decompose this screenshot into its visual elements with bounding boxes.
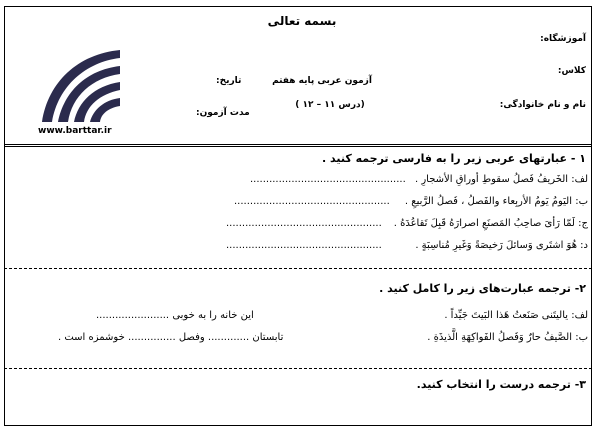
q1-item-c-text: لَمّا رَأیَ صاحِبُ المَصنَعِ اصرارَهُ قَبِلَ تَقاعُدَهُ . — [393, 218, 575, 229]
class-label: کلاس: — [557, 66, 586, 76]
school-label: آموزشگاه: — [540, 34, 586, 44]
q2-item-a-answer-text: این خانه را به خوبی — [172, 310, 254, 321]
q2-item-b-label: ب: — [575, 332, 588, 343]
student-name-label: نام و نام خانوادگی: — [499, 100, 586, 110]
q2-item-a-label: لف: — [571, 310, 588, 321]
q1-item-b-label: ب: — [575, 196, 588, 207]
q1-item-c — [394, 218, 588, 229]
q1-item-c-label: ج: — [578, 218, 588, 229]
website-url: www.barttar.ir — [38, 126, 112, 136]
header-divider — [4, 144, 592, 147]
barttar-logo-icon — [38, 42, 124, 124]
q2-prompt: ۲- ترجمه عبارت‌های زیر را کامل کنید . — [379, 282, 586, 295]
q2-divider — [4, 368, 592, 369]
q2-item-b-answer-a: تابستان — [252, 332, 284, 343]
q2-item-b-blank-2[interactable]: ............... — [127, 332, 176, 343]
q1-divider — [4, 268, 592, 269]
exam-title: آزمون عربی پایه هفتم — [272, 76, 372, 86]
q1-item-b — [405, 196, 588, 207]
q1-item-a — [415, 174, 588, 185]
q2-item-a-blank[interactable]: ....................... — [96, 310, 170, 321]
q3-prompt: ۳- ترجمه درست را انتخاب کنید. — [416, 378, 586, 391]
q1-item-a-text: الخَریفُ فَصلُ سقوطِ أوراقِ الأشجارِ . — [414, 174, 569, 185]
q1-item-b-blank[interactable]: ................................................. — [234, 196, 390, 207]
q2-item-b-answer — [58, 332, 283, 343]
date-label: تاریخ: — [216, 76, 242, 86]
q1-item-d-label: د: — [580, 240, 588, 251]
q1-prompt: ۱ - عبارتهای عربی زیر را به فارسی ترجمه کنید . — [322, 152, 586, 165]
q2-item-b-blank-1[interactable]: ............. — [207, 332, 250, 343]
q2-item-b-text: الصَّیفُ حارٌ وَفَصلُ الفَواکِهَةِ الَّذیذَةِ . — [427, 332, 573, 343]
q1-item-a-blank[interactable]: ................................................. — [250, 174, 406, 185]
lesson-range: (درس ۱۱ – ۱۲ ) — [295, 100, 365, 110]
q2-item-a — [444, 310, 588, 321]
q2-item-b-answer-b: وفصل — [178, 332, 205, 343]
q2-item-b-answer-c: خوشمزه است . — [58, 332, 125, 343]
q1-item-a-label: لف: — [571, 174, 588, 185]
q1-item-d-blank[interactable]: ................................................. — [226, 240, 382, 251]
q1-item-c-blank[interactable]: ................................................. — [226, 218, 382, 229]
q2-item-b — [427, 332, 588, 343]
q1-item-b-text: الیَومُ یَومُ الأربِعاء والفَصلُ ، فَصلُ الرَّبیعِ . — [404, 196, 573, 207]
q2-item-a-answer — [96, 310, 254, 321]
page-title: بسمه تعالی — [267, 14, 337, 28]
q2-item-a-text: یالیتَنی صَنَعتُ هَذا البَیتَ جَیِّداً . — [444, 310, 569, 321]
q1-item-d-text: هُوَ اشتَری وَسائلَ رَخیصَةً وَغَیرِ مُناسِبَةٍ . — [415, 240, 577, 251]
duration-label: مدت آزمون: — [196, 108, 250, 118]
q1-item-d — [415, 240, 588, 251]
